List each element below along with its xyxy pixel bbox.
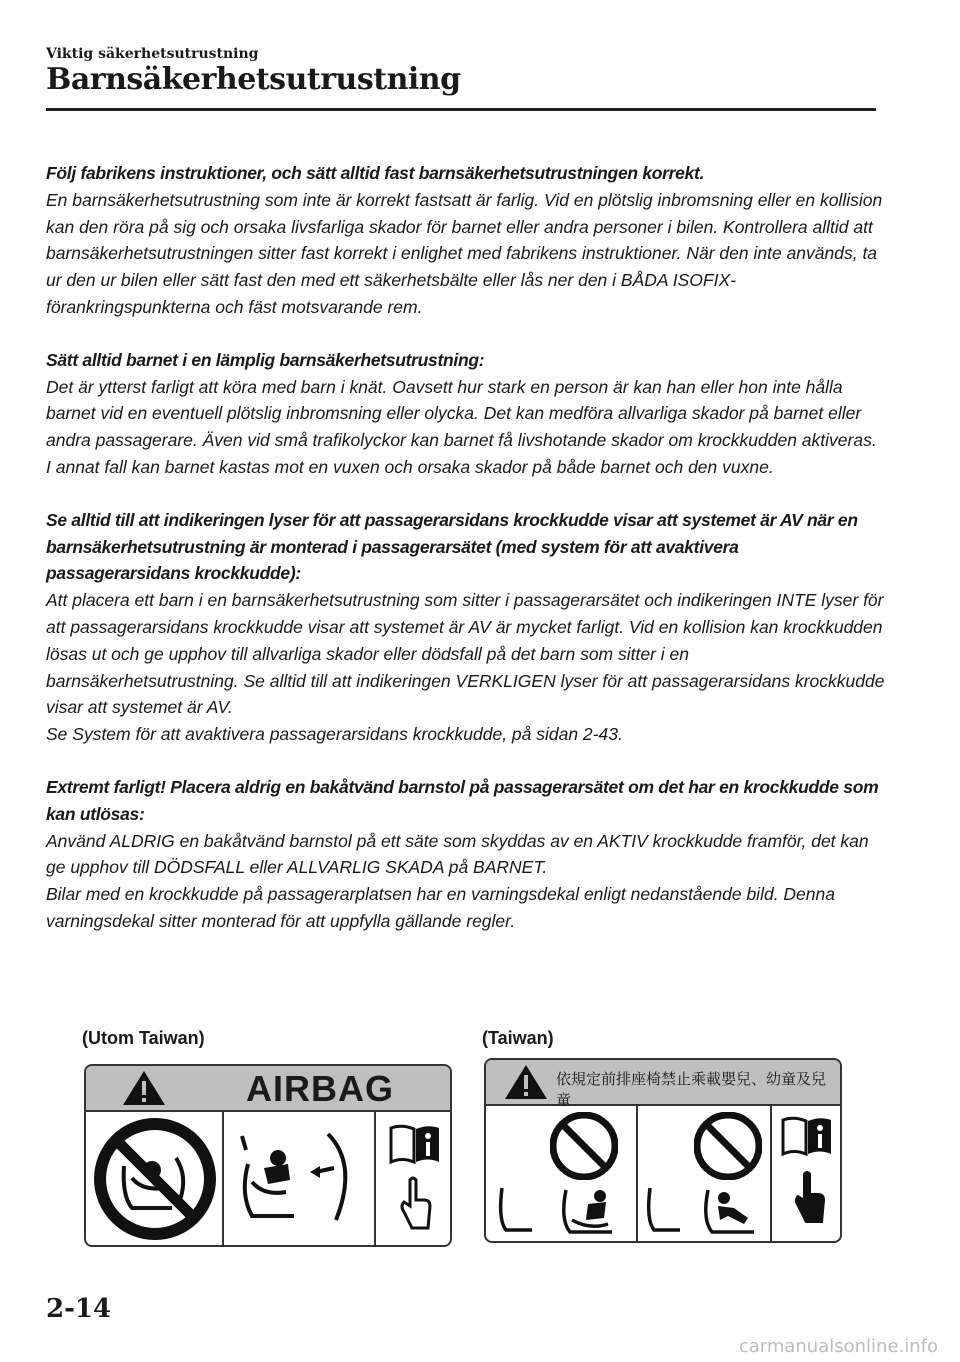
page-reference: Se System för att avaktivera passagerarsidans krockkudde, på sidan 2-43. <box>46 724 623 745</box>
title-divider <box>46 108 876 111</box>
airbag-heading: AIRBAG <box>246 1068 394 1109</box>
taiwan-warning-label <box>484 1058 842 1243</box>
warning-block-2 <box>46 347 886 481</box>
warning-block-3 <box>46 507 886 748</box>
child-seat-icon <box>496 1184 632 1240</box>
block-body: Att placera ett barn i en barnsäkerhetsutrustning som sitter i passagerarsätet och indikeringen INTE lyser för att passagerarsidans krockkudde visar att systemet är AV är mycket farligt. Vid en kollision kan krockkudden lösas ut och ge upphov till allvarliga skador eller dödsfall på det barn som sitter i en barnsäkerhetsutrustning. Se alltid till att indikeringen VERKLIGEN lyser för att passagerarsidans krockkudde visar att systemet är AV. <box>46 590 885 718</box>
block-heading: Se alltid till att indikeringen lyser för att passagerarsidans krockkudde visar att systemet är AV när en barnsäkerhetsutrustning är monterad i passagerarsätet (med system för att avaktivera passagerarsidans krockkudde): <box>46 509 858 584</box>
info-book-icon <box>780 1114 834 1156</box>
warning-triangle-icon <box>504 1064 548 1100</box>
label-cell-info <box>376 1110 450 1245</box>
section-label: Viktig säkerhetsutrustning <box>46 46 259 62</box>
child-seat-icon <box>644 1184 768 1240</box>
label-cell-airbag-deploy <box>224 1110 376 1245</box>
prohibition-icon <box>550 1112 618 1180</box>
hand-icon <box>792 1170 826 1228</box>
warning-block-1 <box>46 160 886 321</box>
taiwan-heading: 依規定前排座椅禁止乘載嬰兒、幼童及兒童 <box>556 1070 827 1109</box>
block-heading: Extremt farligt! Placera aldrig en bakåtvänd barnstol på passagerarsätet om det har en krockkudde som kan utlösas: <box>46 776 879 824</box>
airbag-deploy-icon <box>232 1124 366 1234</box>
prohibition-icon <box>92 1116 218 1242</box>
page-title: Barnsäkerhetsutrustning <box>46 62 461 97</box>
document-body <box>46 160 886 961</box>
airbag-warning-label <box>84 1064 452 1247</box>
block-body: En barnsäkerhetsutrustning som inte är korrekt fastsatt är farlig. Vid en plötslig inbromsning eller en kollision kan den röra på sig och orsaka livsfarliga skador för barnet eller andra personer i bilen. Kontrollera alltid att barnsäkerhetsutrustningen sitter fast korrekt i enlighet med fabrikens instruktioner. När den inte används, ta ur den ur bilen eller sätt fast den med ett säkerhetsbälte eller lås ner den i BÅDA ISOFIX-förankringspunkterna och fäst motsvarande rem. <box>46 189 883 317</box>
block-heading: Sätt alltid barnet i en lämplig barnsäkerhetsutrustning: <box>46 349 485 370</box>
info-book-icon <box>388 1122 442 1164</box>
block-body: Använd ALDRIG en bakåtvänd barnstol på ett säte som skyddas av en AKTIV krockkudde framför, det kan ge upphov till DÖDSFALL eller ALLVARLIG SKADA på BARNET. <box>46 830 869 878</box>
label-header <box>486 1060 840 1109</box>
block-body: Det är ytterst farligt att köra med barn i knät. Oavsett hur stark en person är kan han eller hon inte hålla barnet vid en eventuell plötslig inbromsning eller olycka. Det kan medföra allvarliga skador på barnet eller andra passagerare. Även vid små trafikolyckor kan barnet få livshotande skador om krockkudden aktiveras. I annat fall kan barnet kastas mot en vuxen och orsaka skador på både barnet och den vuxne. <box>46 376 877 477</box>
block-body-extra: Bilar med en krockkudde på passagerarplatsen har en varningsdekal enligt nedanstående bild. Denna varningsdekal sitter monterad för att uppfylla gällande regler. <box>46 884 835 931</box>
label-caption-utom-taiwan: (Utom Taiwan) <box>82 1028 205 1048</box>
label-cell-info <box>772 1104 840 1241</box>
watermark: carmanualsonline.info <box>738 1336 938 1357</box>
label-header <box>86 1066 450 1112</box>
hand-icon <box>398 1176 432 1234</box>
warning-triangle-icon <box>122 1070 166 1106</box>
label-caption-taiwan: (Taiwan) <box>482 1028 554 1048</box>
label-cell-rear-seat <box>638 1104 772 1241</box>
prohibition-icon <box>694 1112 762 1180</box>
page-number: 2-14 <box>46 1294 112 1324</box>
warning-block-4 <box>46 774 886 935</box>
label-cell-prohibition <box>86 1110 224 1245</box>
block-heading: Följ fabrikens instruktioner, och sätt alltid fast barnsäkerhetsutrustningen korrekt. <box>46 163 705 183</box>
label-cell-front-seat <box>486 1104 638 1241</box>
